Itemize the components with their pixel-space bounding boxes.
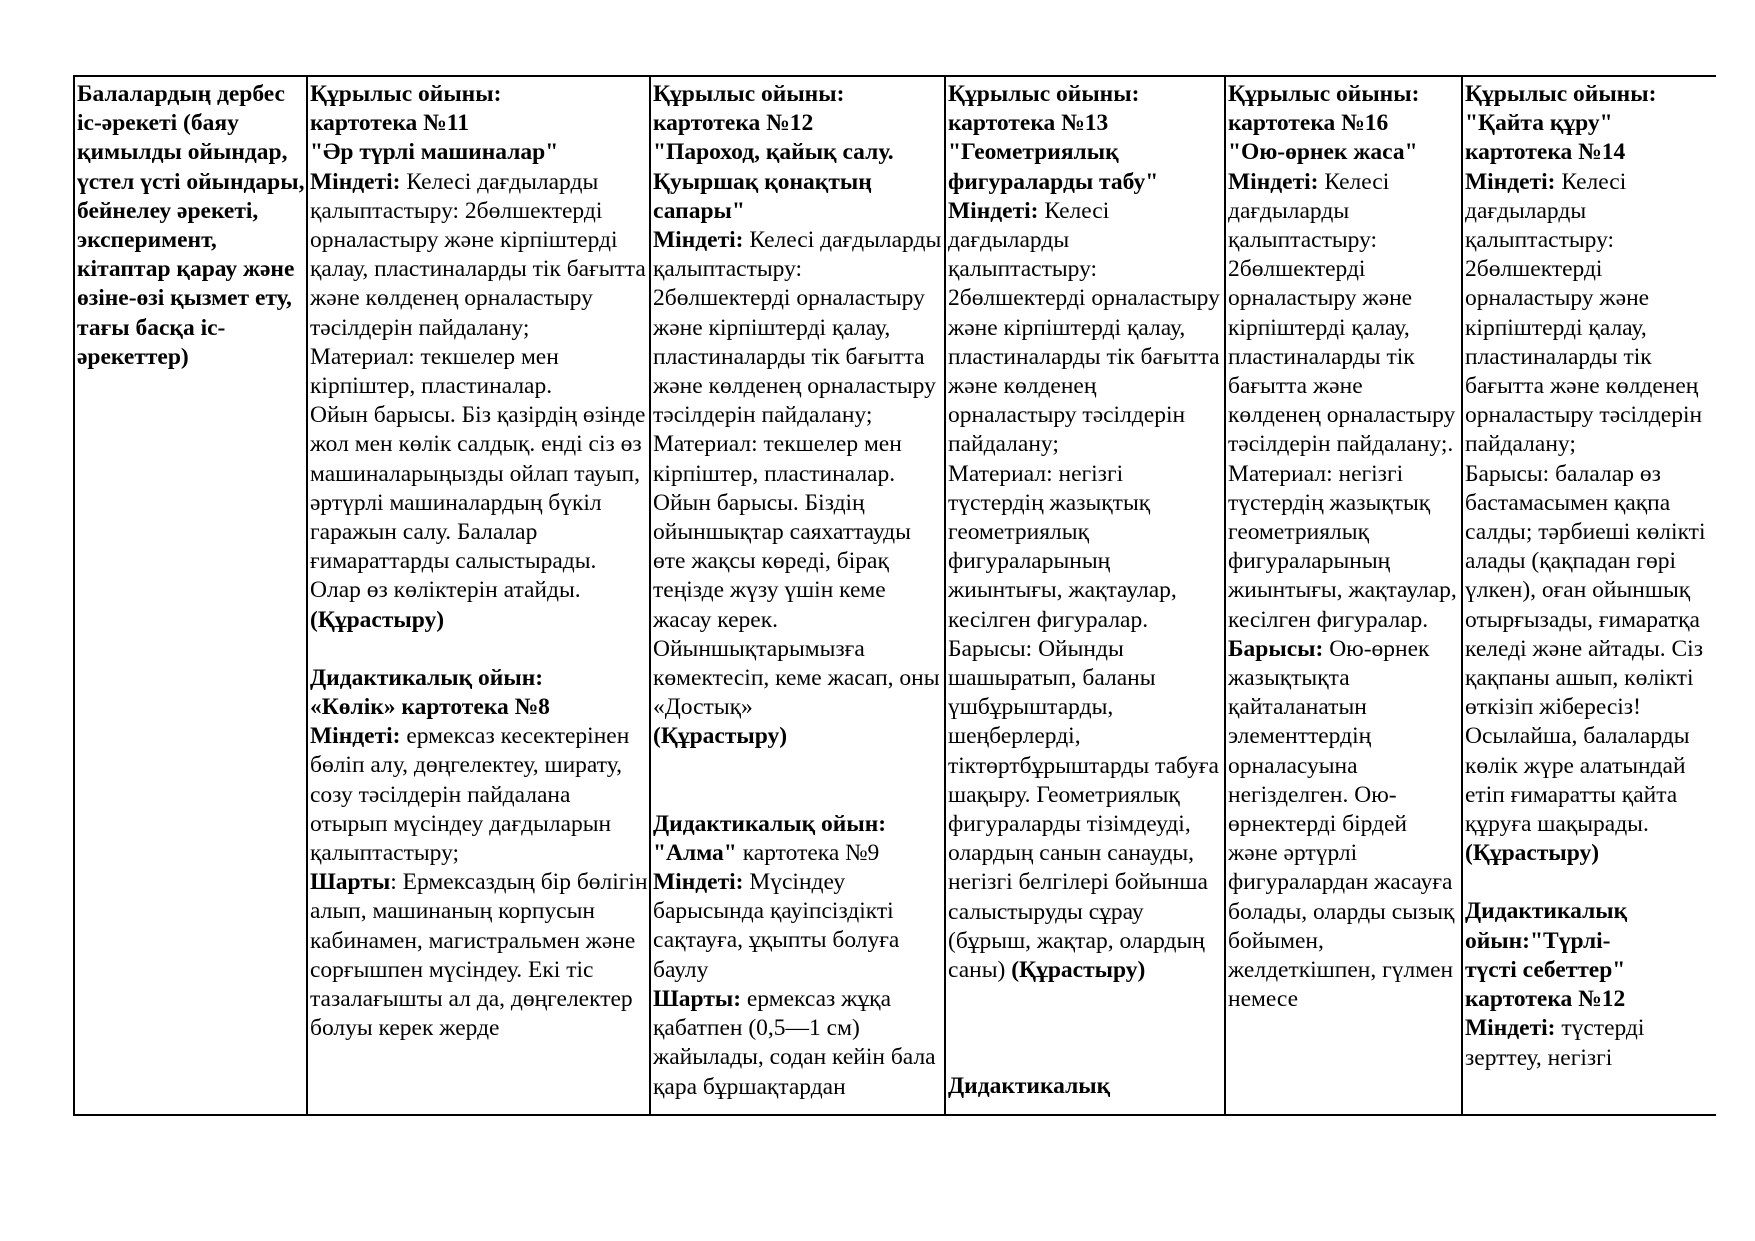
task-label: Міндеті: bbox=[1228, 168, 1319, 195]
cell-day-4 bbox=[1225, 76, 1462, 1115]
cell-day-3 bbox=[945, 76, 1225, 1115]
game-title: Құрылыс ойыны: bbox=[1465, 81, 1657, 107]
task2-text: Мүсіндеу барысында қауіпсіздікті сақтауға, ұқыпты болуға баулу bbox=[653, 869, 900, 983]
progress-text: Барысы: Ойынды шашыратып, баланы үшбұрыштарды, шеңберлерді, тіктөртбұрыштарды табуға шақыру. Геометриялық фигураларды тізімдеуді, олардың санын санауды, негізгі белгілері бойынша салыстыруды сұрау (бұрыш, жақтар, олардың саны) bbox=[948, 635, 1219, 984]
task-paragraph bbox=[948, 197, 1223, 460]
game-name: "Ою-өрнек жаса" bbox=[1228, 139, 1418, 166]
material-text: Материал: негізгі түстердің жазықтық геометриялық фигураларының жиынтығы, жақтаулар, кесілген фигуралар. bbox=[948, 460, 1177, 633]
cell-day-1 bbox=[307, 76, 650, 1115]
condition-paragraph bbox=[653, 985, 943, 1102]
area-label: (Құрастыру) bbox=[1011, 957, 1146, 984]
game2-card: картотека №9 bbox=[736, 839, 880, 866]
material-text: Материал: текшелер мен кірпіштер, пластиналар. bbox=[653, 431, 902, 487]
material-text: Материал: текшелер мен кірпіштер, пластиналар. bbox=[310, 343, 559, 400]
game2-name: "Алма" bbox=[653, 839, 737, 866]
game2-line bbox=[653, 839, 943, 868]
game2-name: түсті себеттер" bbox=[1465, 956, 1626, 983]
task-text: Келесі дағдыларды қалыптастыру: 2бөлшектерді орналастыру және кірпіштерді қалау, пластиналарды тік бағытта және көлденең орналастыру тәсілдерін пайдалану; bbox=[1465, 168, 1703, 458]
area-label: (Құрастыру) bbox=[1465, 840, 1600, 867]
card-number: картотека №13 bbox=[948, 110, 1109, 137]
progress-text: Ойын барысы. Біздің ойыншықтар саяхаттауды өте жақсы көреді, бірақ теңізде жүзу үшін кеме жасау керек. Ойыншықтарымызға көмектесіп, кеме жасап, оны «Достық» bbox=[653, 489, 940, 721]
task2-paragraph bbox=[1465, 1014, 1715, 1072]
task2-label: Міндеті: bbox=[1465, 1015, 1556, 1042]
game-name: "Пароход, қайық салу. Қуыршақ қонақтың сапары" bbox=[653, 139, 894, 224]
game-name: "Қайта құру" bbox=[1465, 110, 1613, 137]
row-header-cell bbox=[74, 76, 307, 1115]
progress-text: Ою-өрнек жазықтықта қайталанатын элементтердің орналасуына негізделген. Ою-өрнектерді бірдей және әртүрлі фигуралардан жасауға болады, оларды сызық бойымен, желдеткішпен, гүлмен немесе bbox=[1228, 635, 1455, 1013]
material-text: Материал: негізгі түстердің жазықтық геометриялық фигураларының жиынтығы, жақтаулар, кесілген фигуралар. bbox=[1228, 460, 1457, 633]
game-name: "Әр түрлі машиналар" bbox=[310, 139, 559, 166]
card-number: картотека №16 bbox=[1228, 110, 1389, 137]
condition-label: Шарты bbox=[310, 869, 391, 896]
task2-paragraph bbox=[310, 722, 648, 868]
task2-text: ермексаз кесектерінен бөліп алу, дөңгелектеу, ширату, созу тәсілдерін пайдалана отырып мүсіндеу дағдыларын қалыптастыру; bbox=[310, 723, 630, 867]
task-text: Келесі дағдыларды қалыптастыру: 2бөлшектерді орналастыру және кірпіштерді қалау, пластиналарды тік бағытта және көлденең орналастыру тәсілдерін пайдалану; bbox=[653, 227, 942, 429]
game-title: Құрылыс ойыны: bbox=[1228, 81, 1420, 107]
card-number: картотека №12 bbox=[653, 110, 814, 137]
task-label: Міндеті: bbox=[310, 168, 401, 195]
task-text: Келесі дағдыларды қалыптастыру: 2бөлшектерді орналастыру және кірпіштерді қалау, пластиналарды тік бағытта және көлденең орналастыру тәсілдерін пайдалану;. bbox=[1228, 168, 1456, 458]
spacer bbox=[310, 635, 648, 664]
cell-day-5 bbox=[1462, 76, 1716, 1115]
progress-paragraph bbox=[948, 635, 1223, 985]
task2-label: Міндеті: bbox=[310, 723, 401, 750]
game2-title: Дидактикалық bbox=[948, 1073, 1111, 1100]
schedule-table bbox=[73, 75, 1716, 1116]
task-label: Міндеті: bbox=[1465, 168, 1556, 195]
game2-card: картотека №12 bbox=[1465, 986, 1626, 1013]
task2-text: түстерді зерттеу, негізгі bbox=[1465, 1015, 1645, 1071]
game-title: Құрылыс ойыны: bbox=[310, 81, 502, 107]
task-paragraph bbox=[653, 226, 943, 430]
task-label: Міндеті: bbox=[653, 227, 744, 254]
condition-text: ермексаз жұқа қабатпен (0,5—1 см) жайылады, содан кейін бала қара бұршақтардан bbox=[653, 985, 936, 1100]
area-label: (Құрастыру) bbox=[653, 723, 788, 750]
game-title: Құрылыс ойыны: bbox=[948, 81, 1140, 107]
task-paragraph bbox=[1465, 168, 1715, 460]
spacer bbox=[653, 752, 943, 810]
game2-title: Дидактикалық bbox=[1465, 898, 1628, 925]
area-label: (Құрастыру) bbox=[310, 606, 445, 633]
card-number: картотека №14 bbox=[1465, 139, 1626, 166]
card-number: картотека №11 bbox=[310, 110, 469, 137]
task-label: Міндеті: bbox=[948, 197, 1039, 224]
cell-day-2 bbox=[650, 76, 945, 1115]
condition-label: Шарты: bbox=[653, 985, 742, 1012]
spacer bbox=[948, 985, 1223, 1072]
game-title: Құрылыс ойыны: bbox=[653, 81, 845, 107]
game-name: "Геометриялық фигураларды табу" bbox=[948, 139, 1159, 195]
document-page bbox=[73, 75, 1716, 1116]
task-text: Келесі дағдыларды қалыптастыру: 2бөлшектерді орналастыру және кірпіштерді қалау, пластиналарды тік бағытта және көлденең орналастыру тәсілдерін пайдалану; bbox=[310, 168, 646, 341]
progress-paragraph bbox=[1228, 635, 1460, 1015]
game2-name: «Көлік» картотека №8 bbox=[310, 694, 550, 721]
game2-title: Дидактикалық ойын: bbox=[310, 664, 544, 691]
task-paragraph bbox=[1228, 168, 1460, 460]
spacer bbox=[1465, 868, 1715, 897]
task-text: Келесі дағдыларды қалыптастыру: 2бөлшектерді орналастыру және кірпіштерді қалау, пластиналарды тік бағытта және көлденең орналастыру тәсілдерін пайдалану; bbox=[948, 197, 1220, 458]
condition-text: : Ермексаздың бір бөлігін алып, машинаның корпусын кабинамен, магистральмен және сорғышпен мүсіндеу. Екі тіс тазалағышты ал да, дөңгелектер болуы керек жерде bbox=[310, 869, 648, 1042]
progress-text: Барысы: балалар өз бастамасымен қақпа салды; тәрбиеші көлікті алады (қақпадан гөрі үлкен), оған ойыншық отырғызады, ғимаратқа келеді және айтады. Сіз қақпаны ашып, көлікті өткізіп жібересіз! Осылайша, балаларды көлік жүре алатындай етіп ғимаратты қайта құруға шақырады. bbox=[1465, 460, 1706, 838]
task-paragraph bbox=[310, 168, 648, 343]
condition-paragraph bbox=[310, 868, 648, 1043]
progress-label: Барысы: bbox=[1228, 635, 1324, 662]
game2-title-2: ойын:"Түрлі- bbox=[1465, 927, 1611, 954]
game2-title: Дидактикалық ойын: bbox=[653, 810, 887, 837]
progress-text: Ойын барысы. Біз қазірдің өзінде жол мен көлік салдық. енді сіз өз машиналарыңызды ойлап тауып, әртүрлі машиналардың бүкіл гаражын салу. Балалар ғимараттарды салыстырады. Олар өз көліктерін атайды. bbox=[310, 402, 646, 604]
row-header-text: Балалардың дербес іс-әрекеті (баяу қимылды ойындар, үстел үсті ойындары, бейнелеу әрекеті, эксперимент, кітаптар қарау және өзіне-өзі қызмет ету, тағы басқа іс-әрекеттер) bbox=[77, 81, 305, 370]
task2-label: Міндеті: bbox=[653, 869, 744, 896]
task2-paragraph bbox=[653, 868, 943, 985]
table-row bbox=[74, 76, 1716, 1115]
